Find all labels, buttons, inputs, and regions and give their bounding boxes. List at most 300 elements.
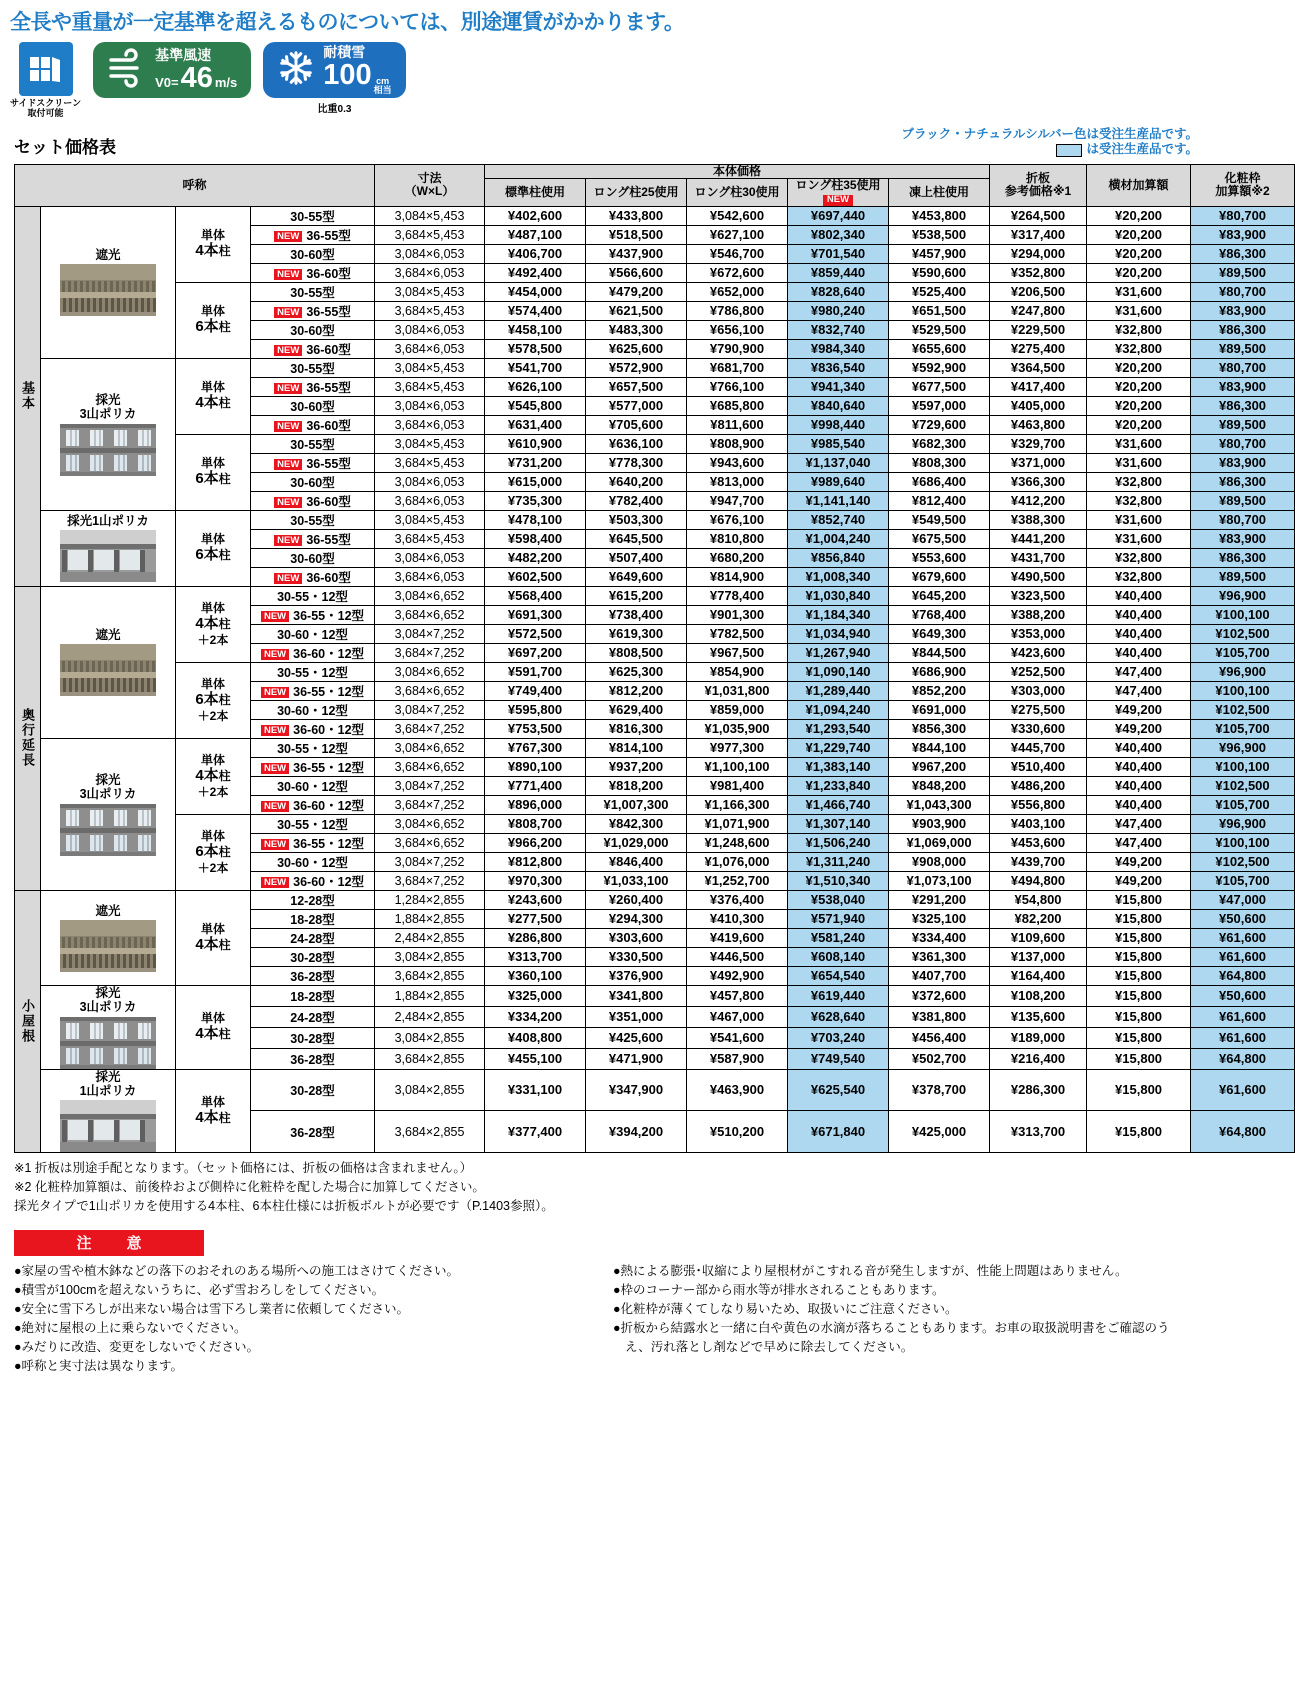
model-name-cell: 36-28型 [251,1111,375,1153]
orita-price-cell: ¥275,400 [990,339,1087,358]
yoko-add-cell: ¥40,400 [1087,586,1191,605]
price-cell: ¥553,600 [889,548,990,567]
post-label-2: 4本柱 [195,935,231,953]
yoko-add-cell: ¥31,600 [1087,453,1191,472]
th-name: 呼称 [15,164,375,206]
dimension-cell: 3,084×7,252 [375,776,485,795]
price-cell: ¥840,640 [788,396,889,415]
orita-price-cell: ¥54,800 [990,890,1087,909]
price-cell: ¥903,900 [889,814,990,833]
kesho-add-cell: ¥89,500 [1191,567,1295,586]
price-cell: ¥731,200 [485,453,586,472]
post-label-2: 6本柱 [195,691,231,709]
side-screen-caption-1: サイドスクリーン [10,98,82,108]
orita-price-cell: ¥556,800 [990,795,1087,814]
price-cell: ¥1,293,540 [788,719,889,738]
dimension-cell: 3,084×2,855 [375,1069,485,1111]
orita-price-cell: ¥264,500 [990,206,1087,225]
kesho-add-cell: ¥83,900 [1191,529,1295,548]
price-cell: ¥691,300 [485,605,586,624]
price-cell: ¥649,600 [586,567,687,586]
new-badge-icon: NEW [274,459,302,470]
yoko-add-cell: ¥20,200 [1087,377,1191,396]
model-name-cell: NEW 36-60・12型 [251,871,375,890]
wind-unit: m/s [214,75,238,91]
yoko-add-cell: ¥20,200 [1087,396,1191,415]
post-label-1: 単体 [200,380,225,395]
orita-price-cell: ¥286,300 [990,1069,1087,1111]
yoko-add-cell: ¥15,800 [1087,947,1191,966]
price-cell: ¥549,500 [889,510,990,529]
roof-type-label: 採光 3山ポリカ [79,985,137,1015]
roof-type-thumbnail [41,920,175,972]
roof-type-cell [41,1069,176,1153]
price-cell: ¥291,200 [889,890,990,909]
model-name-cell: 30-28型 [251,1027,375,1048]
price-cell: ¥651,500 [889,301,990,320]
price-cell: ¥456,400 [889,1027,990,1048]
dimension-cell: 3,084×2,855 [375,947,485,966]
price-cell: ¥294,300 [586,909,687,928]
dimension-cell: 3,084×7,252 [375,852,485,871]
price-cell: ¥771,400 [485,776,586,795]
orita-price-cell: ¥137,000 [990,947,1087,966]
post-config-cell [176,985,251,1069]
yoko-add-cell: ¥15,800 [1087,966,1191,985]
dimension-cell: 3,084×6,053 [375,472,485,491]
price-cell: ¥406,700 [485,244,586,263]
price-cell: ¥810,800 [687,529,788,548]
roof-type-label: 採光 1山ポリカ [79,1069,137,1098]
yoko-add-cell: ¥20,200 [1087,358,1191,377]
model-name-cell: NEW 36-55・12型 [251,605,375,624]
price-cell: ¥483,300 [586,320,687,339]
table-row [15,586,1295,605]
model-name-cell: 30-55型 [251,510,375,529]
orita-price-cell: ¥82,200 [990,909,1087,928]
dimension-cell: 3,684×7,252 [375,795,485,814]
price-cell: ¥649,300 [889,624,990,643]
price-cell: ¥778,400 [687,586,788,605]
kesho-add-cell: ¥80,700 [1191,434,1295,453]
dimension-cell: 3,684×5,453 [375,377,485,396]
price-cell: ¥286,800 [485,928,586,947]
post-label-2: 4本柱 [195,1025,231,1043]
price-cell: ¥941,340 [788,377,889,396]
price-cell: ¥546,700 [687,244,788,263]
price-cell: ¥812,200 [586,681,687,700]
model-name-cell: 30-55型 [251,206,375,225]
price-cell: ¥786,800 [687,301,788,320]
table-row [15,662,1295,681]
price-cell: ¥890,100 [485,757,586,776]
price-cell: ¥541,600 [687,1027,788,1048]
orita-price-cell: ¥247,800 [990,301,1087,320]
dimension-cell: 3,084×6,053 [375,396,485,415]
kesho-add-cell: ¥64,800 [1191,966,1295,985]
price-cell: ¥518,500 [586,225,687,244]
orita-price-cell: ¥352,800 [990,263,1087,282]
th-orita: 折板 参考価格※1 [990,164,1087,206]
price-cell: ¥631,400 [485,415,586,434]
price-cell: ¥802,340 [788,225,889,244]
dimension-cell: 3,684×6,652 [375,605,485,624]
color-swatch-icon [1056,144,1082,157]
price-cell: ¥529,500 [889,320,990,339]
price-cell: ¥808,300 [889,453,990,472]
dimension-cell: 3,084×6,652 [375,662,485,681]
price-cell: ¥361,300 [889,947,990,966]
new-badge-icon: NEW [261,725,289,736]
yoko-add-cell: ¥15,800 [1087,985,1191,1006]
price-cell: ¥782,400 [586,491,687,510]
price-cell: ¥407,700 [889,966,990,985]
price-cell: ¥859,000 [687,700,788,719]
price-cell: ¥896,000 [485,795,586,814]
table-row [15,206,1295,225]
dimension-cell: 1,884×2,855 [375,985,485,1006]
model-name-cell: 30-55・12型 [251,814,375,833]
price-cell: ¥686,400 [889,472,990,491]
model-name-cell: 30-60・12型 [251,624,375,643]
dimension-cell: 1,884×2,855 [375,909,485,928]
kesho-add-cell: ¥61,600 [1191,947,1295,966]
price-cell: ¥1,166,300 [687,795,788,814]
notice-left-item: ●絶対に屋根の上に乗らないでください。 [14,1320,247,1335]
model-name-cell: NEW 36-55型 [251,453,375,472]
dimension-cell: 3,684×6,053 [375,491,485,510]
price-cell: ¥591,700 [485,662,586,681]
price-cell: ¥492,400 [485,263,586,282]
wind-prefix: V0= [155,75,179,91]
orita-price-cell: ¥229,500 [990,320,1087,339]
price-cell: ¥852,740 [788,510,889,529]
price-cell: ¥738,400 [586,605,687,624]
model-name-cell: NEW 36-55・12型 [251,681,375,700]
model-name-cell: 30-60型 [251,320,375,339]
orita-price-cell: ¥403,100 [990,814,1087,833]
price-cell: ¥629,400 [586,700,687,719]
kesho-add-cell: ¥102,500 [1191,776,1295,795]
price-cell: ¥753,500 [485,719,586,738]
price-cell: ¥502,700 [889,1048,990,1069]
price-cell: ¥625,300 [586,662,687,681]
price-cell: ¥610,900 [485,434,586,453]
price-cell: ¥510,200 [687,1111,788,1153]
kesho-add-cell: ¥102,500 [1191,624,1295,643]
kesho-add-cell: ¥80,700 [1191,358,1295,377]
price-cell: ¥828,640 [788,282,889,301]
orita-price-cell: ¥439,700 [990,852,1087,871]
new-badge-icon: NEW [274,497,302,508]
yoko-add-cell: ¥15,800 [1087,1006,1191,1027]
price-cell: ¥376,900 [586,966,687,985]
wind-value: 46 [180,62,213,95]
roof-type-cell [41,738,176,890]
yoko-add-cell: ¥15,800 [1087,1048,1191,1069]
model-name-cell: NEW 36-60型 [251,567,375,586]
kesho-add-cell: ¥50,600 [1191,909,1295,928]
yoko-add-cell: ¥31,600 [1087,510,1191,529]
kesho-add-cell: ¥96,900 [1191,586,1295,605]
notice-right-item: ●折板から結露水と一緒に白や黄色の水滴が落ちることもあります。お車の取扱説明書をご確認のう [613,1320,1170,1335]
price-cell: ¥525,400 [889,282,990,301]
post-config-cell [176,510,251,586]
yoko-add-cell: ¥32,800 [1087,472,1191,491]
model-name-cell: 36-28型 [251,1048,375,1069]
dimension-cell: 3,084×5,453 [375,206,485,225]
price-cell: ¥433,800 [586,206,687,225]
dimension-cell: 3,084×5,453 [375,510,485,529]
price-cell: ¥1,311,240 [788,852,889,871]
notice-right-item-cont: え、汚れ落とし剤などで早めに除去してください。 [625,1339,914,1354]
price-cell: ¥814,900 [687,567,788,586]
side-screen-badge [10,42,81,119]
table-head [15,164,1295,206]
new-badge-icon: NEW [823,195,853,205]
price-cell: ¥626,100 [485,377,586,396]
price-cell: ¥640,200 [586,472,687,491]
price-cell: ¥1,383,140 [788,757,889,776]
post-label-2: 6本柱 [195,843,231,861]
price-cell: ¥1,073,100 [889,871,990,890]
price-cell: ¥595,800 [485,700,586,719]
yoko-add-cell: ¥47,400 [1087,814,1191,833]
order-made-note-2: は受注生産品です。 [1086,142,1198,157]
notice-left-item: ●みだりに改造、変更をしないでください。 [14,1339,260,1354]
price-cell: ¥394,200 [586,1111,687,1153]
kesho-add-cell: ¥89,500 [1191,491,1295,510]
price-cell: ¥454,000 [485,282,586,301]
price-cell: ¥811,600 [687,415,788,434]
kesho-add-cell: ¥47,000 [1191,890,1295,909]
orita-price-cell: ¥388,200 [990,605,1087,624]
price-cell: ¥672,600 [687,263,788,282]
roof-type-label: 遮光 [95,903,121,918]
post-label-3: ＋2本 [197,785,229,800]
price-cell: ¥402,600 [485,206,586,225]
price-cell: ¥1,071,900 [687,814,788,833]
kesho-add-cell: ¥89,500 [1191,339,1295,358]
yoko-add-cell: ¥31,600 [1087,282,1191,301]
model-name-cell: 30-60・12型 [251,852,375,871]
model-name-cell: NEW 36-60型 [251,415,375,434]
dimension-cell: 3,684×5,453 [375,301,485,320]
dimension-cell: 3,684×5,453 [375,453,485,472]
price-cell: ¥372,600 [889,985,990,1006]
notice-left-item: ●安全に雪下ろしが出来ない場合は雪下ろし業者に依頼してください。 [14,1301,410,1316]
price-cell: ¥243,600 [485,890,586,909]
price-cell: ¥686,900 [889,662,990,681]
yoko-add-cell: ¥15,800 [1087,890,1191,909]
new-badge-icon: NEW [274,383,302,394]
price-cell: ¥1,094,240 [788,700,889,719]
price-cell: ¥463,900 [687,1069,788,1111]
roof-type-label: 採光 3山ポリカ [79,392,137,422]
post-label-2: 4本柱 [195,615,231,633]
kesho-add-cell: ¥105,700 [1191,643,1295,662]
price-cell: ¥1,233,840 [788,776,889,795]
price-cell: ¥1,100,100 [687,757,788,776]
price-cell: ¥937,200 [586,757,687,776]
th-long25: ロング柱25使用 [586,179,687,207]
kesho-add-cell: ¥80,700 [1191,282,1295,301]
price-cell: ¥277,500 [485,909,586,928]
orita-price-cell: ¥135,600 [990,1006,1087,1027]
orita-price-cell: ¥486,200 [990,776,1087,795]
price-cell: ¥455,100 [485,1048,586,1069]
price-cell: ¥943,600 [687,453,788,472]
post-label-1: 単体 [200,921,225,936]
price-cell: ¥467,000 [687,1006,788,1027]
orita-price-cell: ¥329,700 [990,434,1087,453]
snow-unit-sub: 相当 [373,85,392,95]
kesho-add-cell: ¥61,600 [1191,1006,1295,1027]
post-label-1: 単体 [200,1011,225,1026]
new-badge-icon: NEW [274,535,302,546]
post-label-1: 単体 [200,753,225,768]
roof-type-label: 遮光 [95,248,121,263]
price-cell: ¥360,100 [485,966,586,985]
price-cell: ¥410,300 [687,909,788,928]
price-cell: ¥408,800 [485,1027,586,1048]
price-cell: ¥325,100 [889,909,990,928]
price-cell: ¥980,240 [788,301,889,320]
price-cell: ¥697,440 [788,206,889,225]
roof-type-cell [41,586,176,738]
price-cell: ¥341,800 [586,985,687,1006]
price-cell: ¥729,600 [889,415,990,434]
price-cell: ¥645,200 [889,586,990,605]
yoko-add-cell: ¥20,200 [1087,225,1191,244]
price-cell: ¥334,400 [889,928,990,947]
page-banner [0,0,1210,36]
kesho-add-cell: ¥105,700 [1191,795,1295,814]
model-name-cell: 30-55・12型 [251,586,375,605]
notice-right-item: ●熱による膨張･収縮により屋根材がこすれる音が発生しますが、性能上問題はありません。 [613,1263,1128,1278]
price-cell: ¥541,700 [485,358,586,377]
price-cell: ¥627,100 [687,225,788,244]
price-cell: ¥598,400 [485,529,586,548]
snow-label: 耐積雪 [323,44,366,60]
price-cell: ¥615,200 [586,586,687,605]
price-cell: ¥977,300 [687,738,788,757]
kesho-add-cell: ¥100,100 [1191,605,1295,624]
yoko-add-cell: ¥47,400 [1087,662,1191,681]
kesho-add-cell: ¥83,900 [1191,453,1295,472]
dimension-cell: 3,684×5,453 [375,529,485,548]
th-kesho: 化粧枠 加算額※2 [1191,164,1295,206]
table-row [15,510,1295,529]
notice-left-item: ●家屋の雪や植木鉢などの落下のおそれのある場所への施工はさけてください。 [14,1263,460,1278]
orita-price-cell: ¥294,000 [990,244,1087,263]
orita-price-cell: ¥445,700 [990,738,1087,757]
footnote-3: 採光タイプで1山ポリカを使用する4本柱、6本柱仕様には折板ボルトが必要です（P.1403参照）。 [14,1198,554,1213]
price-cell: ¥330,500 [586,947,687,966]
new-badge-icon: NEW [261,611,289,622]
kesho-add-cell: ¥89,500 [1191,263,1295,282]
price-cell: ¥735,300 [485,491,586,510]
price-cell: ¥1,029,000 [586,833,687,852]
price-cell: ¥313,700 [485,947,586,966]
price-cell: ¥1,248,600 [687,833,788,852]
orita-price-cell: ¥353,000 [990,624,1087,643]
price-cell: ¥1,004,240 [788,529,889,548]
price-cell: ¥482,200 [485,548,586,567]
orita-price-cell: ¥189,000 [990,1027,1087,1048]
price-cell: ¥597,000 [889,396,990,415]
yoko-add-cell: ¥49,200 [1087,852,1191,871]
price-cell: ¥581,240 [788,928,889,947]
orita-price-cell: ¥109,600 [990,928,1087,947]
dimension-cell: 3,084×6,053 [375,548,485,567]
price-cell: ¥970,300 [485,871,586,890]
price-cell: ¥437,900 [586,244,687,263]
price-cell: ¥1,034,940 [788,624,889,643]
snow-value: 100 [323,59,372,91]
price-cell: ¥619,440 [788,985,889,1006]
new-badge-icon: NEW [261,801,289,812]
yoko-add-cell: ¥40,400 [1087,757,1191,776]
kesho-add-cell: ¥100,100 [1191,833,1295,852]
price-cell: ¥652,000 [687,282,788,301]
price-cell: ¥985,540 [788,434,889,453]
price-cell: ¥538,500 [889,225,990,244]
orita-price-cell: ¥216,400 [990,1048,1087,1069]
price-cell: ¥602,500 [485,567,586,586]
kesho-add-cell: ¥100,100 [1191,757,1295,776]
orita-price-cell: ¥108,200 [990,985,1087,1006]
model-name-cell: 30-60・12型 [251,776,375,795]
new-badge-icon: NEW [274,421,302,432]
roof-type-label: 採光 3山ポリカ [79,772,137,802]
yoko-add-cell: ¥40,400 [1087,624,1191,643]
price-cell: ¥572,900 [586,358,687,377]
price-cell: ¥701,540 [788,244,889,263]
price-cell: ¥458,100 [485,320,586,339]
post-label-2: 4本柱 [195,394,231,412]
dimension-cell: 3,684×6,652 [375,833,485,852]
new-badge-icon: NEW [274,345,302,356]
dimension-cell: 3,084×7,252 [375,700,485,719]
kesho-add-cell: ¥105,700 [1191,871,1295,890]
wind-icon [107,51,147,90]
post-label-2: 6本柱 [195,318,231,336]
price-cell: ¥859,440 [788,263,889,282]
model-name-cell: NEW 36-60型 [251,263,375,282]
kesho-add-cell: ¥83,900 [1191,225,1295,244]
price-cell: ¥767,300 [485,738,586,757]
post-label-3: ＋2本 [197,861,229,876]
price-cell: ¥376,400 [687,890,788,909]
model-name-cell: 30-60型 [251,472,375,491]
snow-unit: cm [376,76,390,86]
price-cell: ¥685,800 [687,396,788,415]
orita-price-cell: ¥463,800 [990,415,1087,434]
dimension-cell: 3,084×5,453 [375,282,485,301]
price-cell: ¥808,700 [485,814,586,833]
dimension-cell: 3,084×6,053 [375,320,485,339]
new-badge-icon: NEW [274,573,302,584]
dimension-cell: 3,684×6,053 [375,415,485,434]
model-name-cell: 30-60型 [251,244,375,263]
post-config-cell [176,662,251,738]
yoko-add-cell: ¥32,800 [1087,548,1191,567]
price-cell: ¥808,500 [586,643,687,662]
price-cell: ¥671,840 [788,1111,889,1153]
yoko-add-cell: ¥20,200 [1087,244,1191,263]
dimension-cell: 3,684×6,652 [375,681,485,700]
